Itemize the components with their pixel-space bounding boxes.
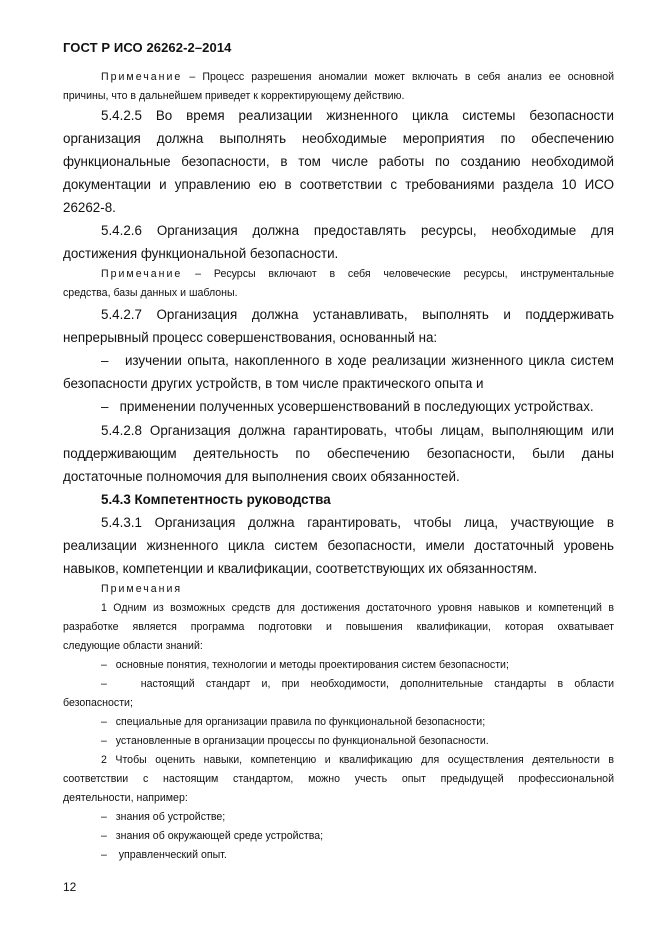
paragraph-5-4-2-6 <box>63 219 614 265</box>
paragraph-5-4-3-1 <box>63 511 614 580</box>
note-list-item <box>63 713 614 732</box>
dash-bullet: – <box>101 659 107 671</box>
dash-bullet: – <box>101 830 107 842</box>
para-line: реализации жизненного цикла систем безопасности, имели достаточный уровень <box>63 538 614 553</box>
note-line: 2 Чтобы оценить навыки, компетенцию и квалификацию для осуществления деятельности в <box>101 754 614 766</box>
para-line: непрерывный процесс совершенствования, основанный на: <box>63 330 438 345</box>
para-line: документации и управлению ею в соответствии с требованиями раздела 10 ИСО <box>63 177 614 192</box>
para-line: достижения функциональной безопасности. <box>63 246 339 261</box>
section-heading: 5.4.3 Компетентность руководства <box>101 492 331 507</box>
paragraph-5-4-2-5 <box>63 104 614 219</box>
list-item-text: изучении опыта, накопленного в ходе реализации жизненного цикла систем <box>124 353 614 368</box>
page-number: 12 <box>63 880 77 894</box>
note-line: разработке является программа подготовки и повышения квалификации, которая охватывает <box>63 621 614 633</box>
notes-block <box>63 580 614 865</box>
list-item <box>63 395 614 418</box>
dash-bullet: – <box>101 399 109 414</box>
dash-bullet: – <box>101 811 107 823</box>
note-2 <box>63 265 614 303</box>
note-label: Примечание <box>101 268 183 280</box>
note-label: Примечание <box>101 71 183 83</box>
note-list-text: знания об устройстве; <box>115 811 226 823</box>
note-1-line-1 <box>63 68 614 87</box>
dash-bullet: – <box>101 678 107 690</box>
para-line: 26262-8. <box>63 200 116 215</box>
note-line: 1 Одним из возможных средств для достижения достаточного уровня навыков и компетенций в <box>101 602 614 614</box>
para-line: функциональные безопасности, в том числе работы по созданию необходимой <box>63 154 614 169</box>
note-2-line-2: средства, базы данных и шаблоны. <box>63 287 238 299</box>
list-item-continuation: безопасности других устройств, в том числе практического опыта и <box>63 376 484 391</box>
note-list-item <box>63 732 614 751</box>
note-text: Процесс разрешения аномалии может включать в себя анализ ее основной <box>202 71 615 83</box>
note-text: Ресурсы включают в себя человеческие ресурсы, инструментальные <box>213 268 615 280</box>
note-separator: – <box>182 268 214 280</box>
note-list-text: основные понятия, технологии и методы проектирования систем безопасности; <box>115 659 509 671</box>
note-line: деятельности, например: <box>63 792 188 804</box>
para-line: достаточные полномочия для выполнения своих обязанностей. <box>63 469 460 484</box>
notes-label <box>63 580 614 599</box>
para-line: 5.4.2.7 Организация должна устанавливать, выполнять и поддерживать <box>101 307 614 322</box>
note-list-continuation: безопасности; <box>63 697 133 709</box>
dash-bullet: – <box>101 353 109 368</box>
document-header: ГОСТ Р ИСО 26262-2–2014 <box>63 40 232 55</box>
dash-bullet: – <box>101 716 107 728</box>
note-list-text: специальные для организации правила по функциональной безопасности; <box>115 716 486 728</box>
para-line: поддерживающим деятельность по обеспечению безопасности, были даны <box>63 446 614 461</box>
para-line: 5.4.3.1 Организация должна гарантировать, чтобы лица, участвующие в <box>101 515 614 530</box>
para-line: 5.4.2.6 Организация должна предоставлять ресурсы, необходимые для <box>101 223 614 238</box>
paragraph-5-4-2-7 <box>63 303 614 418</box>
note-list-item <box>63 827 614 846</box>
para-line: 5.4.2.5 Во время реализации жизненного цикла системы безопасности <box>101 108 614 123</box>
note-list-text: знания об окружающей среде устройства; <box>115 830 324 842</box>
note-list-text: настоящий стандарт и, при необходимости, дополнительные стандарты в области <box>140 678 614 690</box>
note-list-item <box>63 675 614 694</box>
note-2-line-1 <box>63 265 614 284</box>
notes-label-text: Примечания <box>101 583 183 595</box>
dash-bullet: – <box>101 735 107 747</box>
note-1-line-2: причины, что в дальнейшем приведет к корректирующему действию. <box>63 90 405 102</box>
note-list-text: управленческий опыт. <box>115 849 227 861</box>
para-line: навыков, компетенции и квалификации, соответствующих их обязанностям. <box>63 561 538 576</box>
para-line: 5.4.2.8 Организация должна гарантировать, чтобы лицам, выполняющим или <box>101 423 614 438</box>
note-separator: – <box>182 71 203 83</box>
section-5-4-3 <box>63 488 614 511</box>
note-1 <box>63 68 614 106</box>
note-list-item <box>63 846 614 865</box>
note-line: следующие области знаний: <box>63 640 203 652</box>
list-item <box>63 349 614 372</box>
dash-bullet: – <box>101 849 107 861</box>
list-item-text: применении полученных усовершенствований в последующих устройствах. <box>119 399 594 414</box>
paragraph-5-4-2-8 <box>63 419 614 488</box>
note-line: соответствии с настоящим стандартом, можно учесть опыт предыдущей профессиональной <box>63 773 614 785</box>
note-list-item <box>63 656 614 675</box>
note-list-text: установленные в организации процессы по функциональной безопасности. <box>115 735 489 747</box>
para-line: организация должна выполнять необходимые мероприятия по обеспечению <box>63 131 614 146</box>
note-list-item <box>63 808 614 827</box>
